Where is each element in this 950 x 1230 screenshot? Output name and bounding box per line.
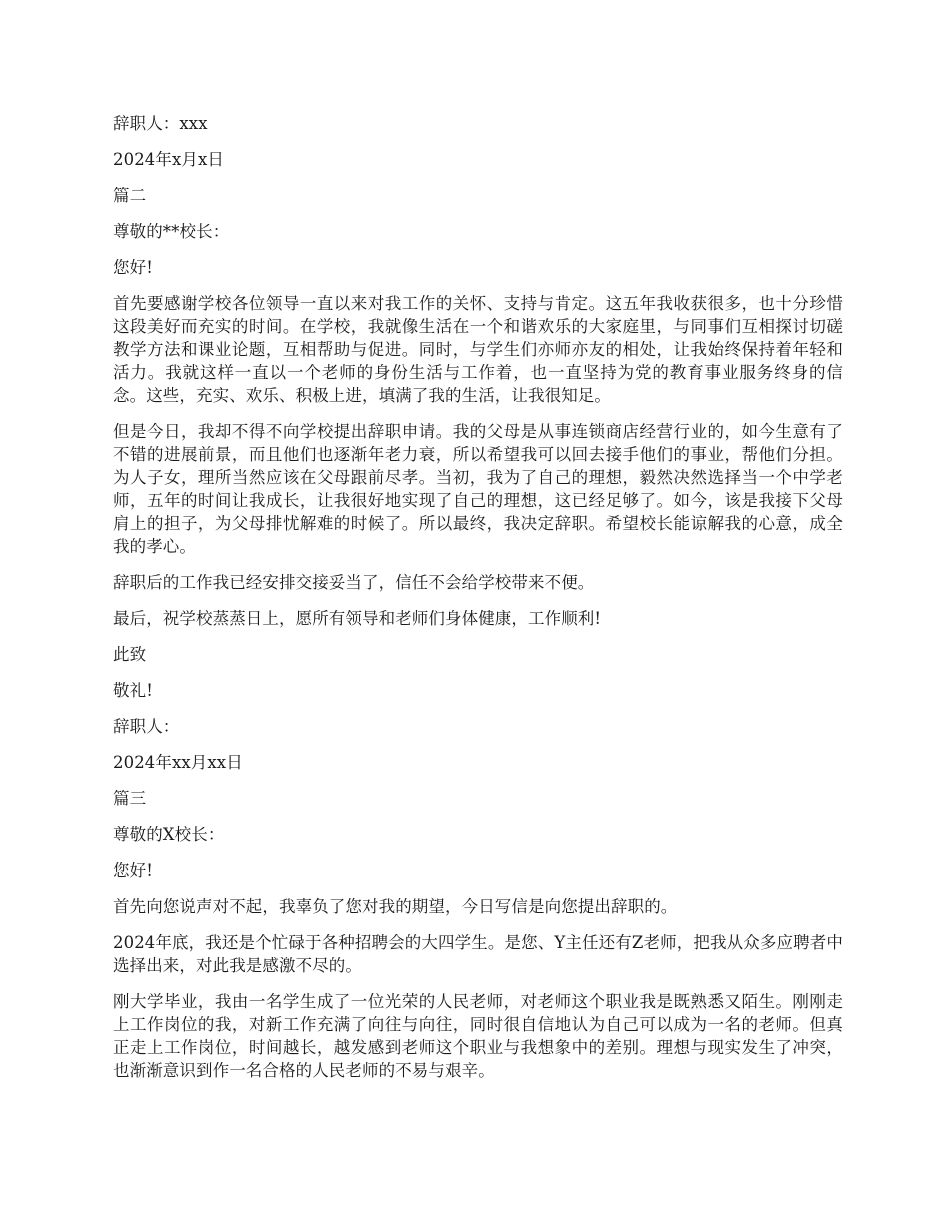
signature-line-2: 辞职人：: [113, 717, 180, 736]
body-paragraph: 首先要感谢学校各位领导一直以来对我工作的关怀、支持与肯定。这五年我收获很多，也十分珍惜这段美好而充实的时间。在学校，我就像生活在一个和谐欢乐的大家庭里，与同事们互相探讨切磋教学方法和课业论题，互相帮助与促进。同时，与学生们亦师亦友的相处，让我始终保持着年轻和活力。我就这样一直以一个老师的身份生活与工作着，也一直坚持为党的教育事业服务终身的信念。这些，充实、欢乐、积极上进，填满了我的生活，让我很知足。: [113, 294, 843, 405]
body-paragraph: 但是今日，我却不得不向学校提出辞职申请。我的父母是从事连锁商店经营行业的，如今生意有了不错的进展前景，而且他们也逐渐年老力衰，所以希望我可以回去接手他们的事业，帮他们分担。为人子女，理所当然应该在父母跟前尽孝。当初，我为了自己的理想，毅然决然选择当一个中学老师，五年的时间让我成长，让我很好地实现了自己的理想，这已经足够了。如今，该是我接下父母肩上的担子，为父母排忧解难的时候了。所以最终，我决定辞职。希望校长能谅解我的心意，成全我的孝心。: [113, 422, 843, 556]
salutation-3: 尊敬的X校长：: [113, 825, 225, 844]
section-heading-2: 篇二: [113, 186, 147, 205]
closing-salute: 敬礼!: [113, 681, 153, 700]
closing-wish: 最后，祝学校蒸蒸日上，愿所有领导和老师们身体健康，工作顺利!: [113, 609, 602, 628]
document-body: [113, 112, 843, 1095]
signature-line-1: 辞职人：xxx: [113, 114, 208, 133]
body-paragraph: 首先向您说声对不起，我辜负了您对我的期望，今日写信是向您提出辞职的。: [113, 897, 678, 916]
greeting-3: 您好!: [113, 861, 153, 880]
date-line-1: 2024年x月x日: [113, 150, 225, 169]
body-paragraph: 2024年底，我还是个忙碌于各种招聘会的大四学生。是您、Y主任还有Z老师，把我从众多应聘者中选择出来，对此我是感激不尽的。: [113, 933, 843, 975]
salutation-2: 尊敬的**校长：: [113, 222, 230, 241]
greeting-2: 您好!: [113, 258, 153, 277]
body-paragraph: 刚大学毕业，我由一名学生成了一位光荣的人民老师，对老师这个职业我是既熟悉又陌生。刚刚走上工作岗位的我，对新工作充满了向往与向往，同时很自信地认为自己可以成为一名的老师。但真正走上工作岗位，时间越长，越发感到老师这个职业与我想象中的差别。理想与现实发生了冲突，也渐渐意识到作一名合格的人民老师的不易与艰辛。: [113, 992, 843, 1080]
section-heading-3: 篇三: [113, 789, 147, 808]
body-paragraph: 辞职后的工作我已经安排交接妥当了，信任不会给学校带来不便。: [113, 573, 595, 592]
closing-phrase: 此致: [113, 645, 147, 664]
date-line-2: 2024年xx月xx日: [113, 753, 243, 772]
